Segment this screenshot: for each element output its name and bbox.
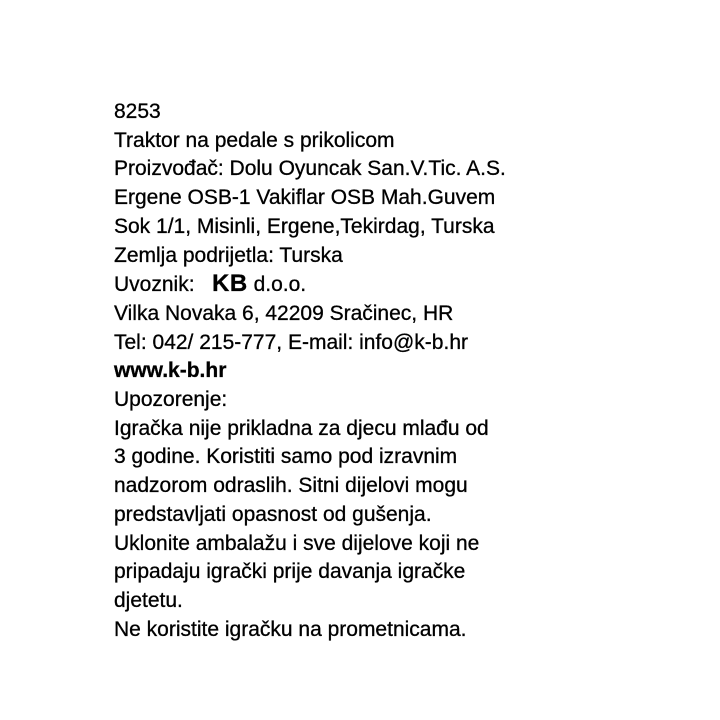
importer-company-suffix: d.o.o. [253, 273, 307, 297]
manufacturer-line-2: Ergene OSB-1 Vakiflar OSB Mah.Guvem [114, 186, 496, 210]
warning-line: predstavljati opasnost od gušenja. [114, 502, 432, 526]
warning-line: Ne koristite igračku na prometnicama. [114, 617, 467, 641]
warning-line: nadzorom odraslih. Sitni dijelovi mogu [114, 474, 468, 498]
importer-line [114, 270, 704, 300]
importer-contact: Tel: 042/ 215-777, E-mail: info@k-b.hr [114, 330, 468, 354]
importer-address: Vilka Novaka 6, 42209 Sračinec, HR [114, 301, 454, 325]
warning-line: Igračka nije prikladna za djecu mlađu od [114, 416, 489, 440]
product-code: 8253 [114, 100, 161, 123]
manufacturer-line-3: Sok 1/1, Misinli, Ergene,Tekirdag, Turska [114, 214, 495, 238]
importer-label: Uvoznik: [114, 273, 195, 297]
warning-line: 3 godine. Koristiti samo pod izravnim [114, 445, 458, 469]
importer-brand: KB [212, 270, 248, 298]
product-label-text [114, 98, 704, 644]
warning-line: djetetu. [114, 588, 183, 612]
country-of-origin: Zemlja podrijetla: Turska [114, 243, 343, 267]
importer-website: www.k-b.hr [114, 359, 227, 383]
warning-line: Uklonite ambalažu i sve dijelove koji ne [114, 531, 480, 555]
warning-title: Upozorenje: [114, 388, 228, 412]
product-name: Traktor na pedale s prikolicom [114, 128, 395, 152]
manufacturer-line-1: Proizvođač: Dolu Oyuncak San.V.Tic. A.S. [114, 157, 506, 181]
warning-line: pripadaju igrački prije davanja igračke [114, 560, 466, 584]
